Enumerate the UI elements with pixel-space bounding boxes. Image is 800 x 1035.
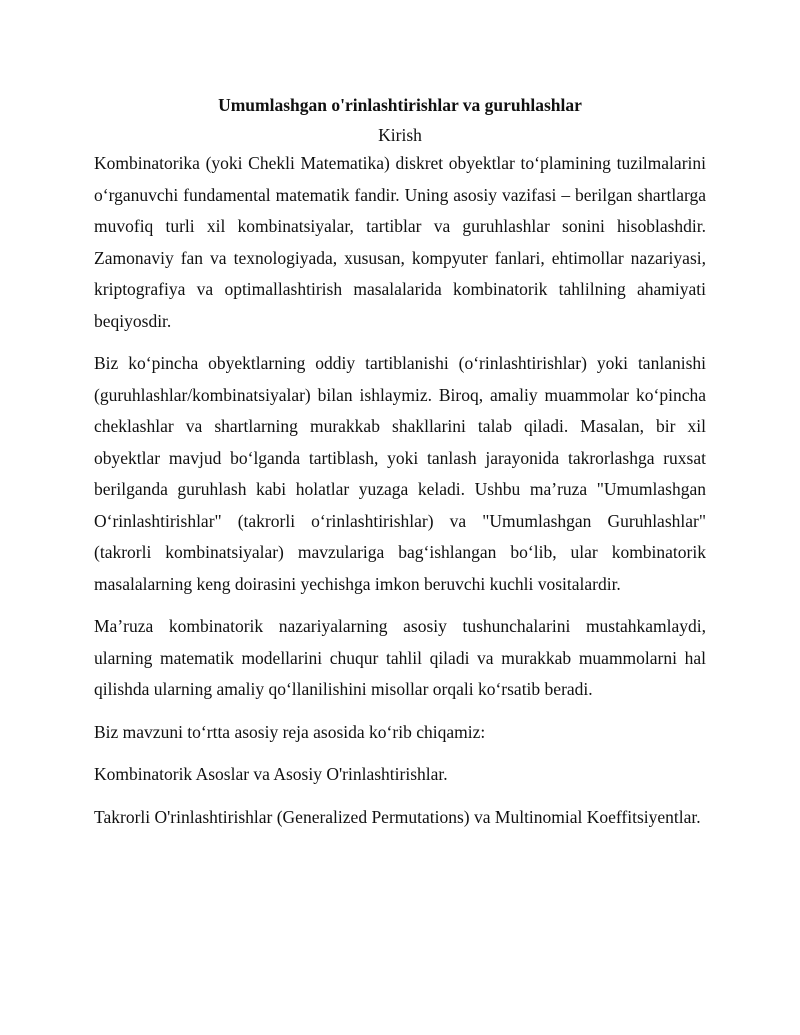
paragraph-4: Biz mavzuni to‘rtta asosiy reja asosida ko‘rib chiqamiz:	[94, 721, 486, 742]
document-title: Umumlashgan o'rinlashtirishlar va guruhlashlar	[218, 95, 582, 115]
section-heading-kirish: Kirish	[378, 125, 422, 145]
paragraph-1: Kombinatorika (yoki Chekli Matematika) diskret obyektlar to‘plamining tuzilmalarini o‘rganuvchi fundamental matematik fandir. Uning asosiy vazifasi – berilgan shartlarga muvofiq turli xil kombinatsiyalar, tartiblar va guruhlashlar sonini hisoblashdir. Zamonaviy fan va texnologiyada, xususan, kompyuter fanlari, ehtimollar nazariyasi, kriptografiya va optimallashtirish masalalarida kombinatorik tahlilning ahamiyati beqiyosdir.	[94, 153, 706, 331]
plan-item-1: Kombinatorik Asoslar va Asosiy O'rinlashtirishlar.	[94, 764, 448, 784]
plan-item-2: Takrorli O'rinlashtirishlar (Generalized Permutations) va Multinomial Koeffitsiyentlar.	[94, 806, 701, 827]
document-page	[94, 92, 706, 844]
paragraph-3: Ma’ruza kombinatorik nazariyalarning asosiy tushunchalarini mustahkamlaydi, ularning matematik modellarini chuqur tahlil qiladi va murakkab muammolarni hal qilishda ularning amaliy qo‘llanilishini misollar orqali ko‘rsatib beradi.	[94, 616, 706, 699]
paragraph-2: Biz ko‘pincha obyektlarning oddiy tartiblanishi (o‘rinlashtirishlar) yoki tanlanishi (guruhlashlar/kombinatsiyalar) bilan ishlaymiz. Biroq, amaliy muammolar ko‘pincha cheklashlar va shartlarning murakkab shakllarini talab qiladi. Masalan, bir xil obyektlar mavjud bo‘lganda tartiblash, yoki tanlash jarayonida takrorlashga ruxsat berilganda guruhlash kabi holatlar yuzaga keladi. Ushbu ma’ruza "Umumlashgan O‘rinlashtirishlar" (takrorli o‘rinlashtirishlar) va "Umumlashgan Guruhlashlar" (takrorli kombinatsiyalar) mavzulariga bag‘ishlangan bo‘lib, ular kombinatorik masalalarning keng doirasini yechishga imkon beruvchi kuchli vositalardir.	[94, 353, 706, 594]
